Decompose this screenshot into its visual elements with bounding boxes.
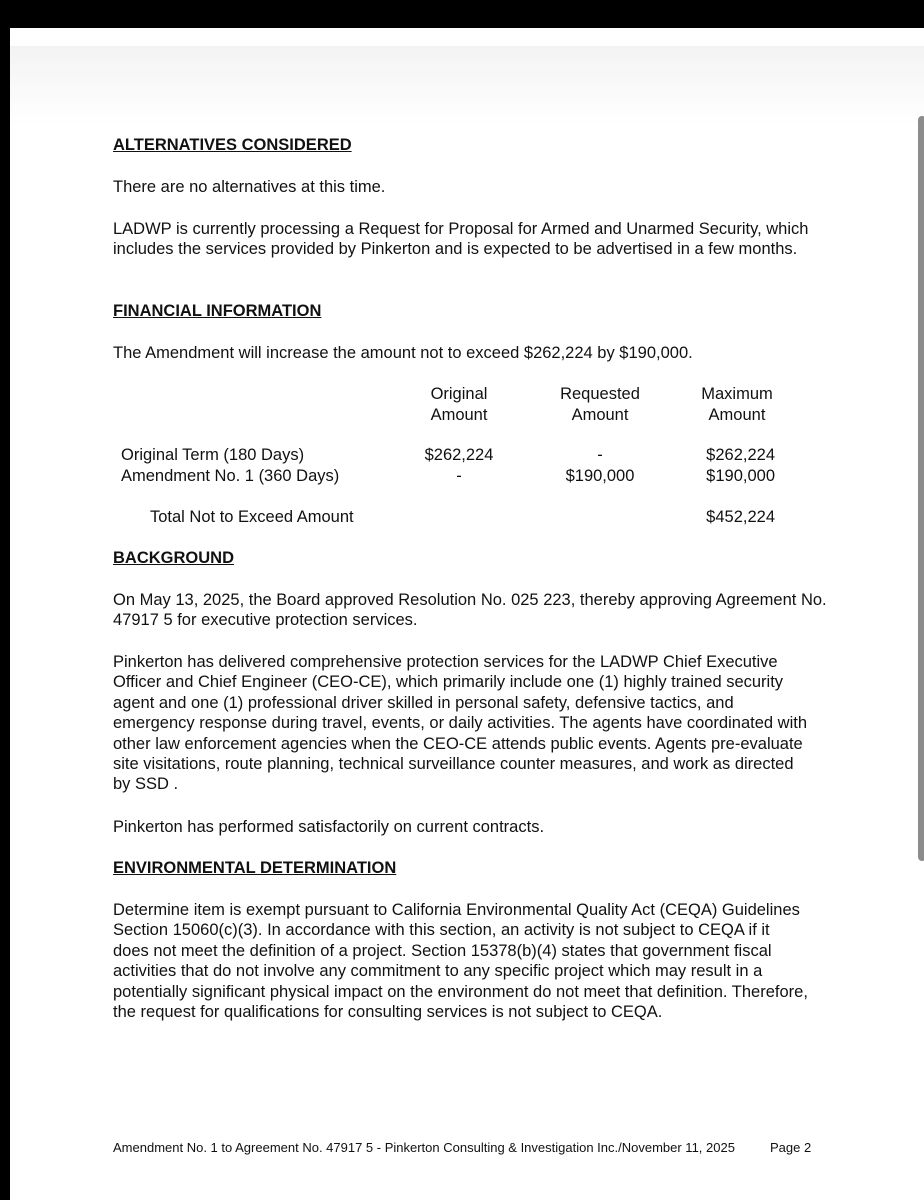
page-footer [113, 1140, 818, 1156]
table-cell-requested: $190,000 [565, 467, 635, 485]
table-cell-original: - [456, 467, 462, 485]
alternatives-para-1: There are no alternatives at this time. [113, 178, 386, 196]
table-cell-original: $262,224 [424, 446, 494, 464]
document-page [10, 28, 924, 1200]
financial-intro: The Amendment will increase the amount not to exceed $262,224 by $190,000. [113, 344, 693, 362]
environmental-heading: ENVIRONMENTAL DETERMINATION [113, 859, 397, 877]
alternatives-para-2: LADWP is currently processing a Request for Proposal for Armed and Unarmed Security, which includes the services provided by Pinkerton and is expected to be advertised in a few months. [113, 220, 809, 259]
table-row-label: Original Term (180 Days) [121, 446, 305, 464]
col-header-maximum: Maximum Amount [701, 385, 773, 424]
blurred-header-strip [10, 46, 924, 126]
col-header-original: Original Amount [430, 385, 488, 424]
background-para-1: On May 13, 2025, the Board approved Resolution No. 025 223, thereby approving Agreement No. 47917 5 for executive protection services. [113, 591, 827, 630]
table-cell-maximum: $190,000 [706, 467, 775, 485]
table-cell-maximum: $262,224 [706, 446, 775, 464]
table-row-label: Amendment No. 1 (360 Days) [121, 467, 340, 485]
total-value: $452,224 [706, 508, 775, 526]
footer-text: Amendment No. 1 to Agreement No. 47917 5 - Pinkerton Consulting & Investigation Inc./November 11, 2025 [113, 1140, 735, 1155]
table-cell-requested: - [597, 446, 603, 464]
total-label: Total Not to Exceed Amount [150, 508, 354, 526]
col-header-requested: Requested Amount [560, 385, 640, 424]
background-para-3: Pinkerton has performed satisfactorily on current contracts. [113, 818, 545, 836]
financial-heading: FINANCIAL INFORMATION [113, 302, 322, 320]
alternatives-heading: ALTERNATIVES CONSIDERED [113, 136, 352, 154]
top-black-bar [0, 0, 924, 28]
background-para-2: Pinkerton has delivered comprehensive protection services for the LADWP Chief Executive Officer and Chief Engineer (CEO-CE), which primarily include one (1) highly trained security agent and one (1) professional driver skilled in personal safety, defensive tactics, and emergency response during travel, events, or daily activities. The agents have coordinated with other law enforcement agencies when the CEO-CE attends public events. Agents pre-evaluate site visitations, route planning, technical surveillance counter measures, and work as directed by SSD . [113, 653, 807, 794]
background-heading: BACKGROUND [113, 549, 234, 567]
footer-page-number: Page 2 [770, 1140, 812, 1155]
environmental-para-1: Determine item is exempt pursuant to California Environmental Quality Act (CEQA) Guidelines Section 15060(c)(3). In accordance with this section, an activity is not subject to CEQA if it does not meet the definition of a project. Section 15378(b)(4) states that government fiscal activities that do not involve any commitment to any specific project which may result in a potentially significant physical impact on the environment do not meet that definition. Therefore, the request for qualifications for consulting services is not subject to CEQA. [113, 901, 808, 1022]
scrollbar[interactable] [918, 116, 924, 861]
